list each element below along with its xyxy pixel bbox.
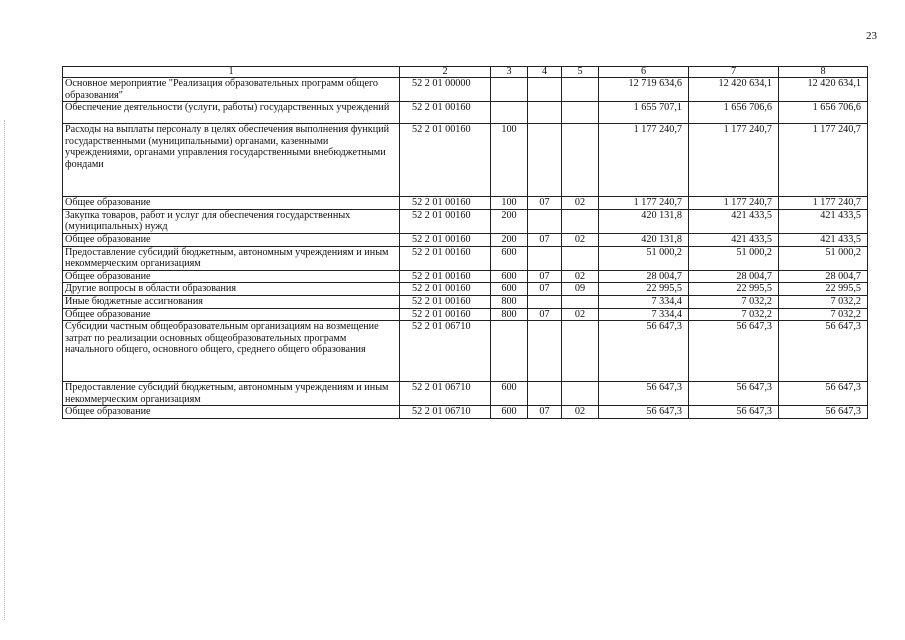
row-expense-type: 600	[491, 406, 528, 419]
row-subsection	[562, 78, 599, 102]
row-code: 52 2 01 00160	[400, 124, 491, 197]
row-section: 07	[528, 308, 562, 321]
row-name: Субсидии частным общеобразовательным организациям на возмещение затрат по реализации основных общеобразовательных программ начального общего, основного общего, среднего общего образования	[63, 321, 400, 382]
row-expense-type: 200	[491, 233, 528, 246]
header-col-5: 5	[562, 67, 599, 78]
row-amount-year2: 56 647,3	[689, 406, 779, 419]
row-code: 52 2 01 00000	[400, 78, 491, 102]
row-amount-year3: 28 004,7	[779, 270, 868, 283]
row-section	[528, 246, 562, 270]
row-expense-type: 100	[491, 124, 528, 197]
row-amount-year3: 1 656 706,6	[779, 102, 868, 124]
table-row	[63, 124, 868, 197]
row-section	[528, 382, 562, 406]
row-name: Общее образование	[63, 270, 400, 283]
row-section	[528, 209, 562, 233]
row-subsection	[562, 209, 599, 233]
row-amount-year1: 1 655 707,1	[599, 102, 689, 124]
table-row	[63, 78, 868, 102]
row-subsection: 02	[562, 308, 599, 321]
row-section: 07	[528, 270, 562, 283]
row-amount-year2: 28 004,7	[689, 270, 779, 283]
row-section	[528, 295, 562, 308]
header-col-4: 4	[528, 67, 562, 78]
row-amount-year1: 1 177 240,7	[599, 124, 689, 197]
row-amount-year1: 420 131,8	[599, 209, 689, 233]
row-amount-year2: 421 433,5	[689, 209, 779, 233]
header-col-7: 7	[689, 67, 779, 78]
row-name: Общее образование	[63, 406, 400, 419]
row-amount-year1: 28 004,7	[599, 270, 689, 283]
row-section: 07	[528, 233, 562, 246]
row-amount-year2: 421 433,5	[689, 233, 779, 246]
row-amount-year3: 22 995,5	[779, 283, 868, 296]
row-amount-year3: 421 433,5	[779, 209, 868, 233]
row-code: 52 2 01 00160	[400, 246, 491, 270]
header-col-3: 3	[491, 67, 528, 78]
row-expense-type: 800	[491, 308, 528, 321]
row-code: 52 2 01 00160	[400, 233, 491, 246]
row-amount-year1: 7 334,4	[599, 295, 689, 308]
row-subsection: 02	[562, 270, 599, 283]
row-amount-year3: 12 420 634,1	[779, 78, 868, 102]
table-row	[63, 102, 868, 124]
row-amount-year2: 7 032,2	[689, 295, 779, 308]
row-expense-type: 800	[491, 295, 528, 308]
header-col-6: 6	[599, 67, 689, 78]
table-row	[63, 233, 868, 246]
table-header-row	[63, 67, 868, 78]
row-amount-year3: 7 032,2	[779, 295, 868, 308]
row-section	[528, 102, 562, 124]
row-amount-year1: 420 131,8	[599, 233, 689, 246]
row-subsection	[562, 382, 599, 406]
row-subsection: 02	[562, 197, 599, 210]
row-section	[528, 78, 562, 102]
row-amount-year1: 1 177 240,7	[599, 197, 689, 210]
row-name: Общее образование	[63, 233, 400, 246]
row-amount-year3: 56 647,3	[779, 382, 868, 406]
row-amount-year2: 56 647,3	[689, 321, 779, 382]
row-amount-year3: 421 433,5	[779, 233, 868, 246]
table-row	[63, 246, 868, 270]
scan-edge-artifact	[4, 120, 6, 620]
row-amount-year2: 1 656 706,6	[689, 102, 779, 124]
row-subsection: 02	[562, 406, 599, 419]
row-amount-year3: 1 177 240,7	[779, 197, 868, 210]
row-section: 07	[528, 283, 562, 296]
table-row	[63, 295, 868, 308]
row-code: 52 2 01 00160	[400, 283, 491, 296]
row-amount-year3: 56 647,3	[779, 321, 868, 382]
row-expense-type	[491, 321, 528, 382]
row-name: Основное мероприятие "Реализация образовательных программ общего образования"	[63, 78, 400, 102]
row-expense-type: 600	[491, 382, 528, 406]
table-row	[63, 321, 868, 382]
row-amount-year1: 22 995,5	[599, 283, 689, 296]
row-amount-year2: 1 177 240,7	[689, 197, 779, 210]
row-section	[528, 321, 562, 382]
row-amount-year3: 1 177 240,7	[779, 124, 868, 197]
row-expense-type: 600	[491, 283, 528, 296]
table-row	[63, 197, 868, 210]
budget-table	[62, 66, 868, 419]
row-code: 52 2 01 06710	[400, 382, 491, 406]
row-amount-year1: 7 334,4	[599, 308, 689, 321]
row-subsection	[562, 295, 599, 308]
table-row	[63, 308, 868, 321]
row-amount-year1: 56 647,3	[599, 382, 689, 406]
row-code: 52 2 01 06710	[400, 321, 491, 382]
row-name: Предоставление субсидий бюджетным, автономным учреждениям и иным некоммерческим организациям	[63, 382, 400, 406]
row-subsection: 02	[562, 233, 599, 246]
row-name: Закупка товаров, работ и услуг для обеспечения государственных (муниципальных) нужд	[63, 209, 400, 233]
row-name: Другие вопросы в области образования	[63, 283, 400, 296]
row-expense-type	[491, 102, 528, 124]
row-section	[528, 124, 562, 197]
row-code: 52 2 01 00160	[400, 270, 491, 283]
header-col-8: 8	[779, 67, 868, 78]
row-code: 52 2 01 00160	[400, 209, 491, 233]
row-code: 52 2 01 06710	[400, 406, 491, 419]
row-subsection	[562, 102, 599, 124]
row-amount-year2: 51 000,2	[689, 246, 779, 270]
row-amount-year2: 22 995,5	[689, 283, 779, 296]
row-amount-year3: 56 647,3	[779, 406, 868, 419]
row-code: 52 2 01 00160	[400, 102, 491, 124]
header-col-1: 1	[63, 67, 400, 78]
row-amount-year1: 56 647,3	[599, 406, 689, 419]
row-name: Общее образование	[63, 308, 400, 321]
row-amount-year3: 7 032,2	[779, 308, 868, 321]
row-subsection	[562, 246, 599, 270]
row-section: 07	[528, 406, 562, 419]
row-name: Обеспечение деятельности (услуги, работы) государственных учреждений	[63, 102, 400, 124]
row-name: Расходы на выплаты персоналу в целях обеспечения выполнения функций государственными (муниципальными) органами, казенными учреждениями, органами управления государственными внебюджетными фондами	[63, 124, 400, 197]
table-row	[63, 406, 868, 419]
row-expense-type: 200	[491, 209, 528, 233]
row-name: Иные бюджетные ассигнования	[63, 295, 400, 308]
row-subsection	[562, 321, 599, 382]
row-code: 52 2 01 00160	[400, 308, 491, 321]
table-row	[63, 209, 868, 233]
row-amount-year3: 51 000,2	[779, 246, 868, 270]
table-row	[63, 270, 868, 283]
row-expense-type: 600	[491, 270, 528, 283]
row-section: 07	[528, 197, 562, 210]
row-amount-year2: 56 647,3	[689, 382, 779, 406]
row-amount-year2: 7 032,2	[689, 308, 779, 321]
row-amount-year2: 12 420 634,1	[689, 78, 779, 102]
row-expense-type	[491, 78, 528, 102]
row-subsection: 09	[562, 283, 599, 296]
header-col-2: 2	[400, 67, 491, 78]
row-amount-year1: 56 647,3	[599, 321, 689, 382]
row-name: Предоставление субсидий бюджетным, автономным учреждениям и иным некоммерческим организациям	[63, 246, 400, 270]
table-row	[63, 283, 868, 296]
row-expense-type: 600	[491, 246, 528, 270]
row-amount-year1: 51 000,2	[599, 246, 689, 270]
row-subsection	[562, 124, 599, 197]
row-expense-type: 100	[491, 197, 528, 210]
row-amount-year1: 12 719 634,6	[599, 78, 689, 102]
row-code: 52 2 01 00160	[400, 295, 491, 308]
row-amount-year2: 1 177 240,7	[689, 124, 779, 197]
row-name: Общее образование	[63, 197, 400, 210]
page-number: 23	[866, 30, 877, 42]
row-code: 52 2 01 00160	[400, 197, 491, 210]
table-row	[63, 382, 868, 406]
